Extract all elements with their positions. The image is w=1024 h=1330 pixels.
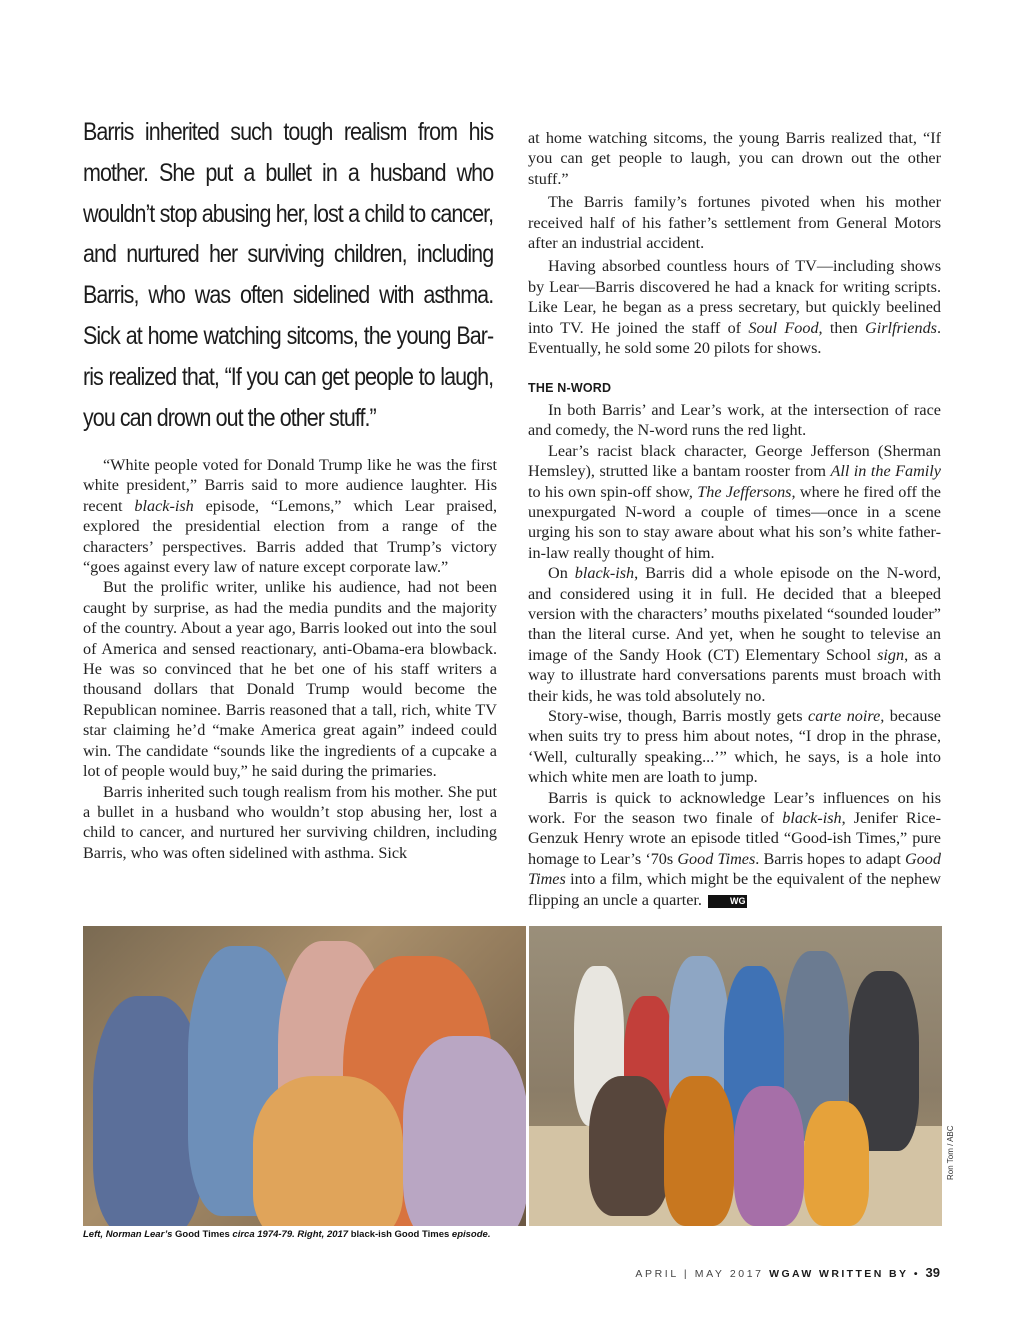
paragraph: “White people voted for Donald Trump like he was the first white president,” Barris said to more audience laughter. His recent black-ish episode, “Lemons,” which Lear praised, explored the presidential election from a range of the characters’ perspectives. Barris added that Trump’s victory “goes against every law of nature except corporate law.” [83,456,498,577]
paragraph: In both Barris’ and Lear’s work, at the intersection of race and comedy, the N-word runs the red light. [528,400,941,440]
paragraph: Barris inherited such tough realism from his mother. She put a bullet in a husband who wouldn’t stop abusing her, lost a child to cancer, and nurtured her surviving children, including Barris, who was often sidelined with asthma. Sick [83,782,497,862]
pull-quote [83,112,493,438]
pull-quote-line: Sick at home watching sitcoms, the young Bar- [83,321,494,350]
blackish-cast-photo [529,926,942,1226]
pull-quote-line: ris realized that, “If you can get people to laugh, [83,362,494,391]
paragraph: Story-wise, though, Barris mostly gets carte noire, because when suits try to press him about notes, “I drop in the phrase, ‘Well, culturally speaking...’” which, he says, is a hole into which white men are loath to jump. [528,706,941,787]
paragraph: at home watching sitcoms, the young Barris realized that, “If you can get people to laugh, you can drown out the other stuff.” [528,129,941,188]
photo-figure [93,996,203,1226]
good-times-cast-photo [83,926,526,1226]
photo-figure [403,1036,526,1226]
section-heading: THE N-WORD [528,381,612,396]
issue-date: APRIL | MAY 2017 [635,1268,764,1280]
pull-quote-line: Barris, who was often sidelined with asthma. [83,281,494,310]
paragraph: The Barris family’s fortunes pivoted when his mother received half of his father’s settlement from General Motors after an industrial accident. [528,193,941,253]
photo-caption: Left, Norman Lear’s Good Times circa 1974-79. Right, 2017 black-ish Good Times episode. [83,1229,491,1240]
paragraph: Barris is quick to acknowledge Lear’s influences on his work. For the season two finale of black-ish, Jenifer Rice-Genzuk Henry wrote an episode titled “Good-ish Times,” pure homage to Lear’s ‘70s Good Times. Barris hopes to adapt Good Times into a film, which might be the equivalent of the nephew flipping an uncle a quarter. WG [528,788,941,909]
left-text-column [83,455,497,863]
end-mark-icon: WG [708,895,748,908]
pull-quote-line: and nurtured her surviving children, including [83,240,494,269]
publication-name: WGAW WRITTEN BY [769,1268,909,1280]
pull-quote-line: Barris inherited such tough realism from his [83,118,494,146]
pull-quote-line: wouldn’t stop abusing her, lost a child to cancer, [83,199,494,228]
pull-quote-line: you can drown out the other stuff.” [83,403,376,432]
photo-figure [664,1076,734,1226]
paragraph: On black-ish, Barris did a whole episode on the N-word, and considered using it in full. He decided that a bleeped version with the characters’ mouths pixelated “sounded louder” than the literal curse. And yet, when he sought to televise an image of the Sandy Hook (CT) Elementary School sign, as a way to illustrate hard conversations parents must broach with their kids, he was told absolutely no. [528,564,942,705]
photo-figure [253,1076,403,1226]
pull-quote-line: mother. She put a bullet in a husband who [83,158,494,187]
photo-credit: Ron Tom / ABC [946,1125,955,1180]
photo-figure [804,1101,869,1226]
page-number: 39 [925,1265,940,1280]
footer-bullet: • [913,1268,920,1280]
paragraph: Lear’s racist black character, George Jefferson (Sherman Hemsley), strutted like a bantam rooster from All in the Family to his own spin-off show, The Jeffersons, where he fired off the unexpurgated N-word a couple of times—once in a scene urging his son to stay aware about what his son’s white father-in-law really thought of him. [528,441,941,562]
paragraph: Having absorbed countless hours of TV—including shows by Lear—Barris discovered he had a knack for writing scripts. Like Lear, he began as a press secretary, but quickly beelined into TV. He joined the staff of Soul Food, then Girlfriends. Eventually, he sold some 20 pilots for shows. [528,257,942,358]
paragraph: But the prolific writer, unlike his audience, had not been caught by surprise, as had the media pundits and the majority of the country. About a year ago, Barris looked out into the soul of America and sensed reactionary, anti-Obama-era blowback. He was so convinced that he bet one of his staff writers a thousand dollars that Donald Trump would become the Republican nominee. Barris reasoned that a tall, rich, white TV star claiming he’d “make America great again” indeed could win. The candidate “sounds like the ingredients of a cupcake a lot of people would buy,” he said during the primaries. [83,578,497,781]
page-footer [635,1265,940,1280]
photo-figure [589,1076,669,1216]
photo-figure [734,1086,804,1226]
right-text-column [528,128,941,910]
